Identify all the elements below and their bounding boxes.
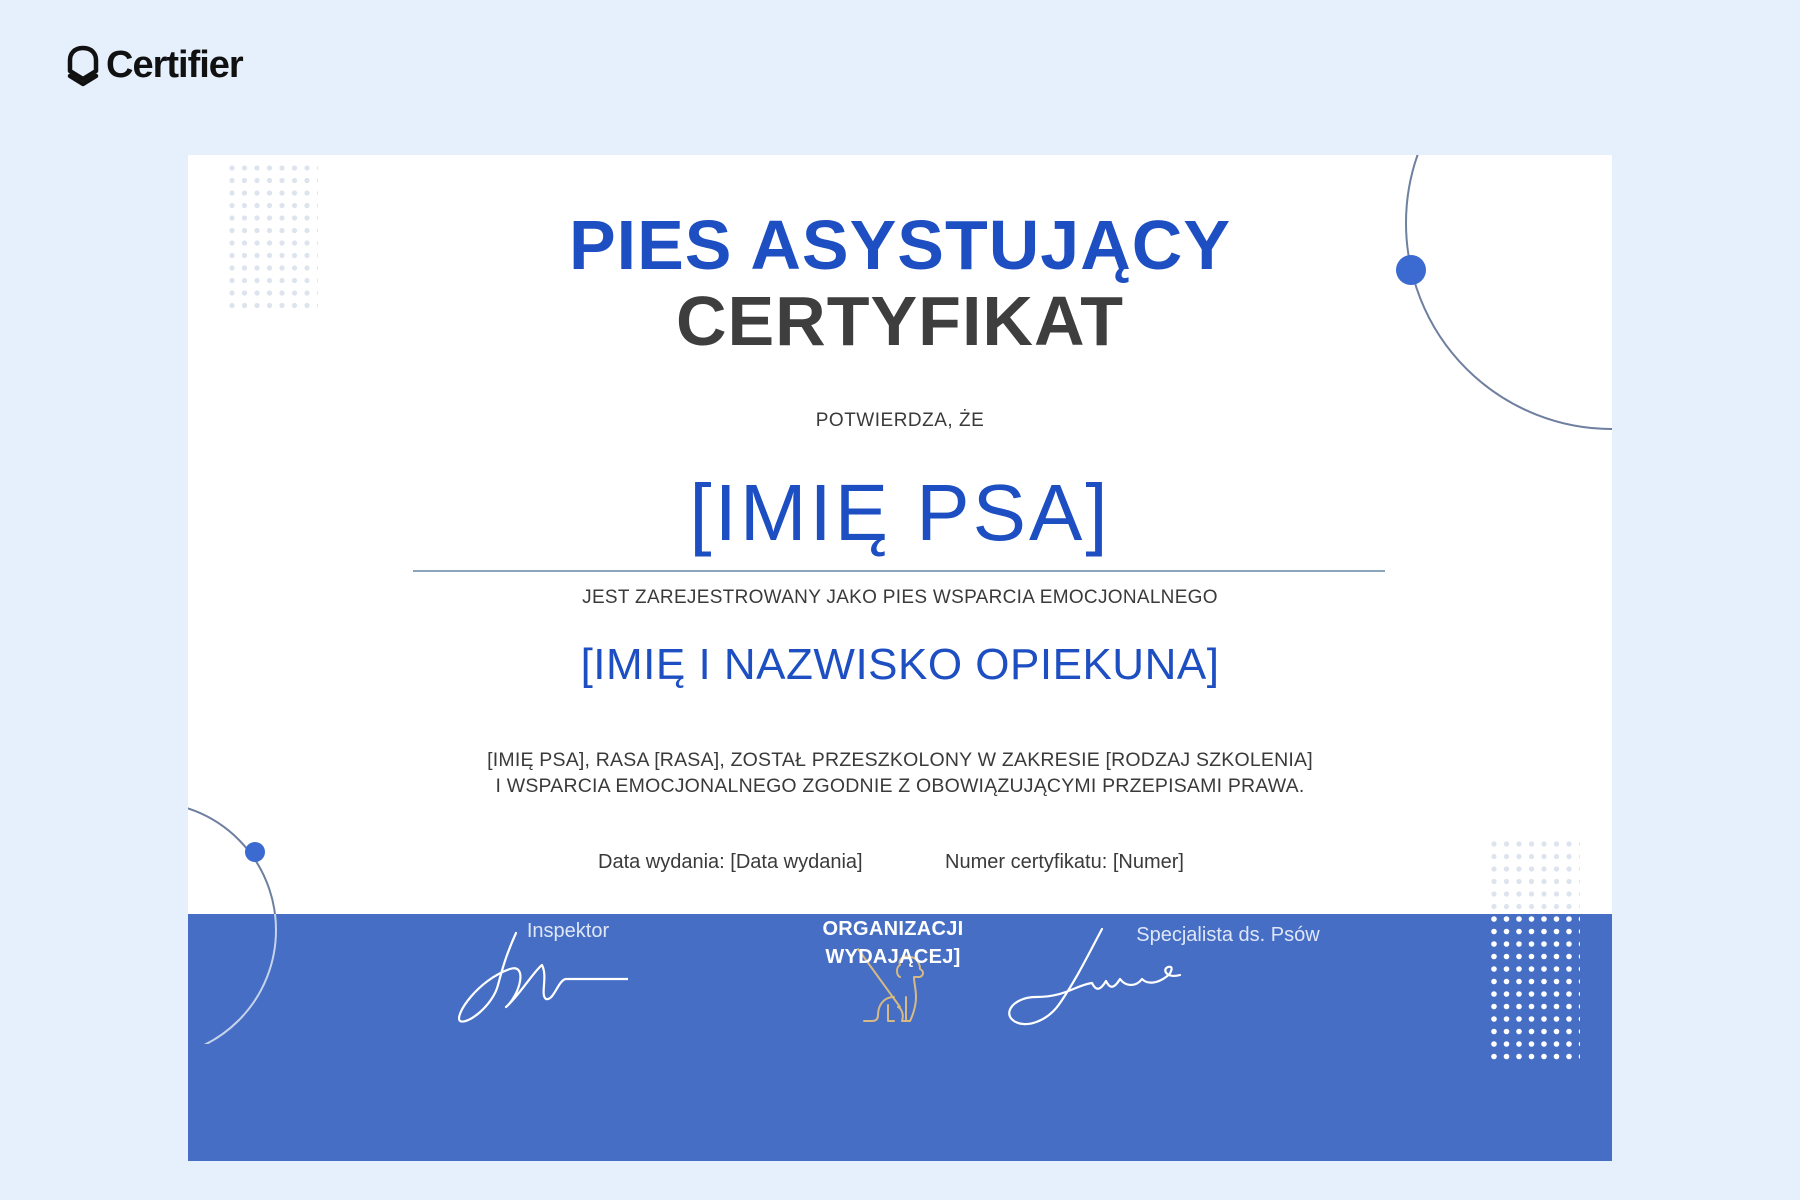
owner-name: [IMIĘ I NAZWISKO OPIEKUNA] (580, 640, 1220, 689)
brand-name: Certifier (106, 44, 243, 86)
band-arc (188, 914, 308, 1044)
registered-text: JEST ZAREJESTROWANY JAKO PIES WSPARCIA EMOCJONALNEGO (582, 587, 1218, 608)
certificate-title-primary: PIES ASYSTUJĄCY (568, 206, 1232, 284)
certificate (188, 155, 1612, 1161)
certificate-title-secondary: CERTYFIKAT (675, 282, 1125, 360)
organization-line-1: [NAZWA (852, 890, 934, 912)
description (188, 747, 1612, 799)
name-divider (413, 570, 1385, 572)
inspector-name: [IMIĘ I NAZWISKO INSPEKTORA] (405, 885, 731, 907)
specialist-role: Specjalista ds. Psów (1136, 924, 1320, 946)
brand-logo (66, 44, 243, 87)
inspector-role: Inspektor (526, 920, 610, 942)
certificate-number: Numer certyfikatu: [Numer] (945, 851, 1184, 873)
description-line-2: I WSPARCIA EMOCJONALNEGO ZGODNIE Z OBOWIĄZUJĄCYMI PRZEPISAMI PRAWA. (495, 775, 1305, 797)
organization-line-2: ORGANIZACJI (822, 918, 964, 940)
specialist-name: [SPECJALISTA DS. PSÓW] (1097, 889, 1359, 911)
organization-line-3: WYDAJĄCEJ] (825, 946, 961, 968)
description-line-1: [IMIĘ PSA], RASA [RASA], ZOSTAŁ PRZESZKOLONY W ZAKRESIE [RODZAJ SZKOLENIA] (487, 749, 1313, 771)
dot-pattern-band (1490, 915, 1580, 1065)
dog-name: [IMIĘ PSA] (689, 468, 1111, 557)
inspector-signature-block (398, 885, 738, 943)
issue-date: Data wydania: [Data wydania] (598, 851, 863, 873)
organization-block (718, 887, 1068, 971)
certifier-logo-icon (66, 45, 100, 87)
confirms-text: POTWIERDZA, ŻE (815, 410, 985, 431)
specialist-signature-block (1058, 889, 1398, 947)
